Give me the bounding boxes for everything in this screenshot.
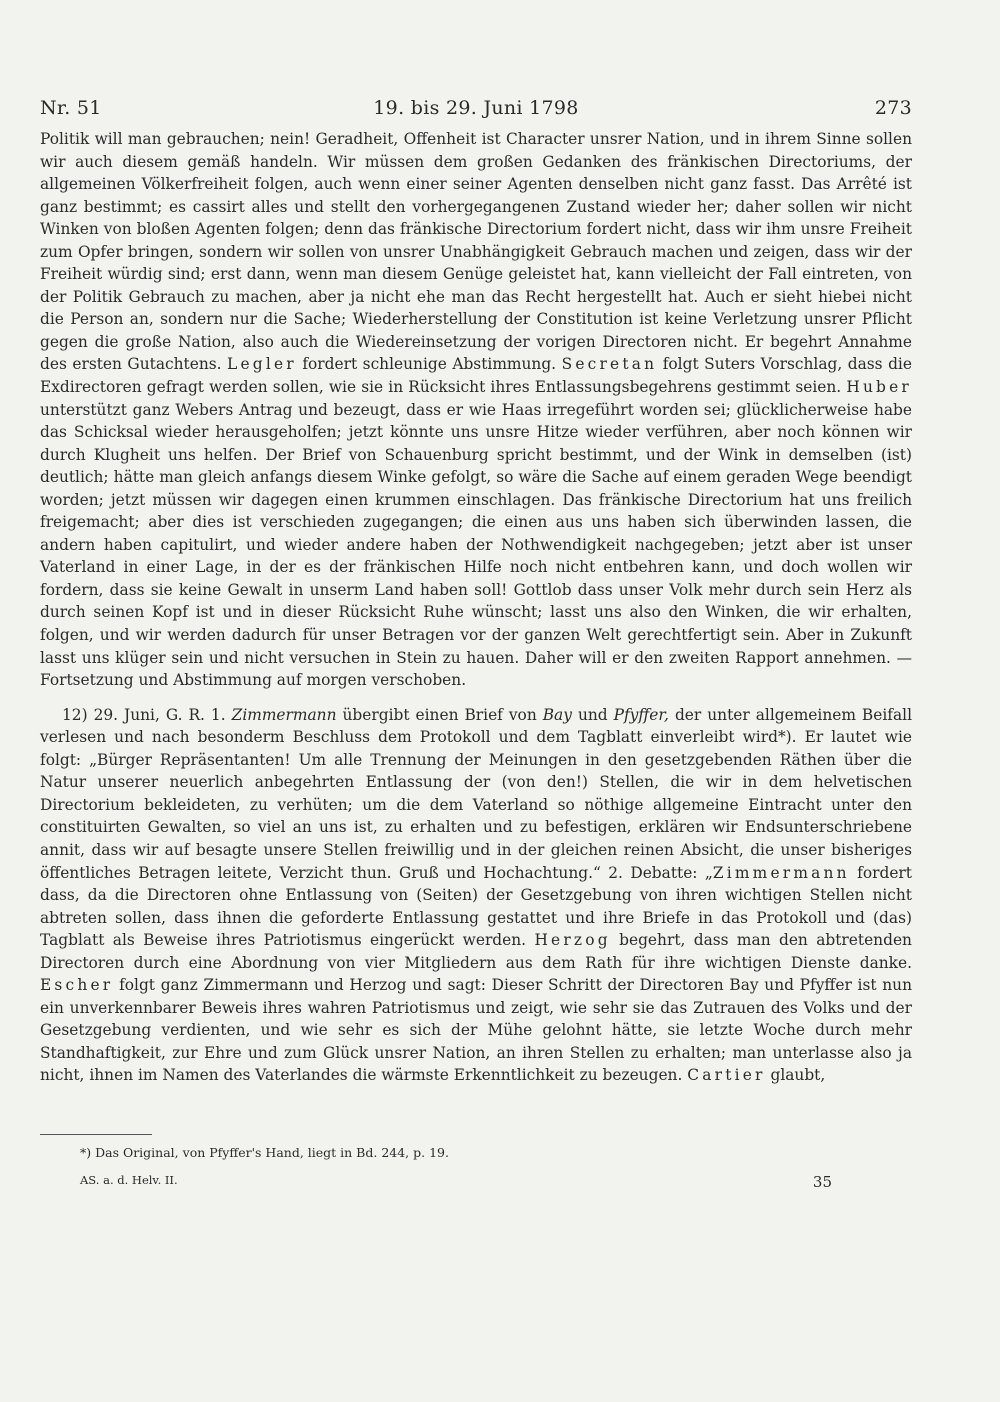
date-range: 19. bis 29. Juni 1798 xyxy=(373,97,579,119)
person-name: Bay xyxy=(542,705,572,724)
speaker-name: Huber xyxy=(846,378,912,397)
speaker-name: Secretan xyxy=(561,355,658,374)
text-run: fordert schleunige Abstimmung. xyxy=(302,355,557,374)
speaker-name: Cartier xyxy=(687,1066,766,1085)
body-text xyxy=(40,128,912,1087)
paragraph-entry-12 xyxy=(40,704,912,1087)
text-run: Politik will man gebrauchen; nein! Geradheit, Offenheit ist Character unsrer Nation, und in ihrem Sinne sollen wir auch diesem gemäß handeln. Wir müssen dem großen Gedanken des fränkischen Directoriums, der allgemeinen Völkerfreiheit folgen, auch wenn einer seiner Agenten denselben nicht ganz fasst. Das Arrêté ist ganz bestimmt; es cassirt alles und stellt den vorhergegangenen Zustand wieder her; daher sollen wir nicht Winken von bloßen Agenten folgen; denn das fränkische Directorium fordert nicht, dass wir ihm unsre Freiheit zum Opfer bringen, sondern wir sollen von unsrer Unabhängigkeit Gebrauch machen und zeigen, dass wir der Freiheit würdig sind; erst dann, wenn man diesem Genüge geleistet hat, kann vielleicht der Fall eintreten, von der Politik Gebrauch zu machen, aber ja nicht ehe man das Recht hergestellt hat. Auch er sieht hiebei nicht die Person an, sondern nur die Sache; Wiederherstellung der Constitution ist keine Verletzung unsrer Pflicht gegen die große Nation, also auch die Wiedereinsetzung der vorigen Directoren nicht. Er begehrt Annahme des ersten Gutachtens. xyxy=(40,130,912,374)
running-head xyxy=(40,97,912,121)
text-run: begehrt, dass man den abtretenden Directoren durch eine Abordnung von vier Mitgliedern aus dem Rath für ihre wichtigen Dienste danke. xyxy=(40,931,912,972)
text-run: folgt ganz Zimmermann und Herzog und sagt: Dieser Schritt der Directoren Bay und Pfyffer ist nun ein unverkennbarer Beweis ihres wahren Patriotismus und zeigt, wie sehr sie das Zutrauen des Volks und der Gesetzgebung verdienten, und wie sehr es sich der Mühe gelohnt hätte, sie letzte Woche durch mehr Standhaftigkeit, zur Ehre und zum Glück unsrer Nation, an ihren Stellen zu erhalten; man unterlasse also ja nicht, ihnen im Namen des Vaterlandes die wärmste Erkenntlichkeit zu bezeugen. xyxy=(40,976,912,1085)
document-number: Nr. 51 xyxy=(40,97,102,119)
text-run: 12) 29. Juni, G. R. 1. xyxy=(62,705,226,724)
paragraph-continuation xyxy=(40,128,912,692)
text-run: unterstützt ganz Webers Antrag und bezeugt, dass er wie Haas irregeführt worden sei; glücklicherweise habe das Schicksal wieder herausgeholfen; jetzt könnte uns unsre Hitze wieder verführen, aber noch können wir durch Klugheit uns helfen. Der Brief von Schauenburg spricht bestimmt, und der Wink in demselben (ist) deutlich; hätte man gleich anfangs diesem Winke gefolgt, so wäre die Sache auf einem geraden Wege beendigt worden; jetzt müssen wir dagegen einen krummen einschlagen. Das fränkische Directorium hat uns freilich freigemacht; aber dies ist verschieden zugegangen; die einen aus uns haben sich überwinden lassen, die andern haben capitulirt, und wieder andere haben der Nothwendigkeit nachgegeben; jetzt aber ist unser Vaterland in einer Lage, in der es der fränkischen Hilfe noch nicht entbehren kann, und doch wollen wir fordern, dass sie keine Gewalt in unserm Land haben soll! Gottlob dass unser Volk mehr durch sein Herz als durch seinen Kopf ist und in dieser Rücksicht Ruhe wünscht; lasst uns also den Winken, die wir erhalten, folgen, und wir werden dadurch für unser Betragen vor der ganzen Welt gerechtfertigt sein. Aber in Zukunft lasst uns klüger sein und nicht versuchen in Stein zu hauen. Daher will er den zweiten Rapport annehmen. — Fortsetzung und Abstimmung auf morgen verschoben. xyxy=(40,400,912,690)
signature-mark: AS. a. d. Helv. II. xyxy=(80,1173,178,1187)
speaker-name: Zimmermann xyxy=(712,863,850,882)
text-run: fordert dass, da die Directoren ohne Entlassung von (Seiten) der Gesetzgebung von ihren wichtigen Stellen nicht abtreten sollen, dass ihnen die geforderte Entlassung gestattet und ihre Briefe in das Protokoll und (das) Tagblatt als Beweise ihres Patriotismus eingerückt werden. xyxy=(40,863,912,950)
speaker-name: Escher xyxy=(40,976,114,995)
speaker-name: Legler xyxy=(227,355,297,374)
text-run: folgt Suters Vorschlag, dass die Exdirectoren gefragt werden sollen, wie sie in Rücksicht ihres Entlassungsbegehrens gestimmt seien. xyxy=(40,355,912,397)
text-run: der unter allgemeinem Beifall verlesen und nach besonderm Beschluss dem Protokoll und dem Tagblatt einverleibt wird*). Er lautet wie folgt: „Bürger Repräsentanten! Um alle Trennung der Meinungen in den gesetzgebenden Räthen über die Natur unserer neuerlich anbegehrten Entlassung der (von den!) Stellen, die wir in dem helvetischen Directorium bekleideten, zu verhüten; um die dem Vaterland so nöthige allgemeine Eintracht unter den constituirten Gewalten, so viel an uns ist, zu erhalten und zu befestigen, erklären wir Endsunterschriebene annit, dass wir auf besagte unsere Stellen freiwillig und in der gleichen reinen Absicht, die unser bisheriges öffentliches Betragen leitete, Verzicht thun. Gruß und Hochachtung.“ 2. Debatte: „ xyxy=(40,705,912,882)
text-run: und xyxy=(577,705,608,724)
page-footer xyxy=(80,1173,832,1193)
text-run: glaubt, xyxy=(770,1066,826,1085)
text-run: übergibt einen Brief von xyxy=(342,705,537,724)
sheet-number: 35 xyxy=(812,1173,832,1191)
person-name: Pfyffer, xyxy=(613,705,669,724)
person-name: Zimmermann xyxy=(231,705,337,724)
speaker-name: Herzog xyxy=(534,931,611,950)
page-number: 273 xyxy=(874,97,912,119)
footnote: *) Das Original, von Pfyffer's Hand, liegt in Bd. 244, p. 19. xyxy=(80,1145,449,1160)
footnote-rule xyxy=(40,1134,152,1135)
